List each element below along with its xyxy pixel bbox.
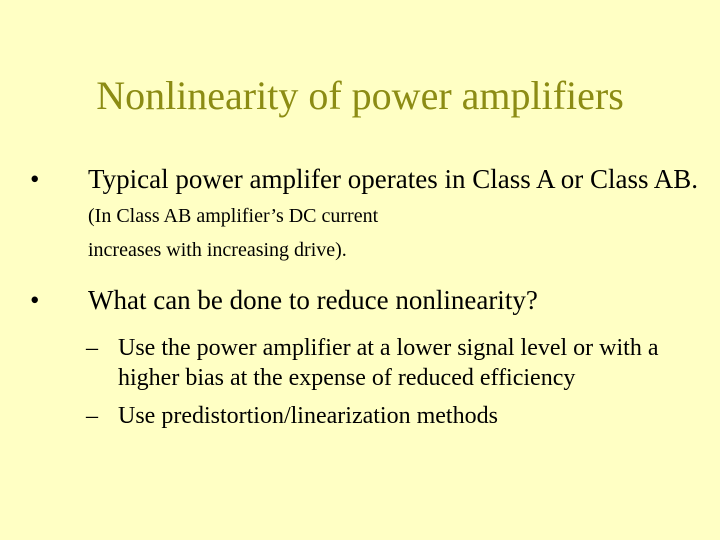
sub-bullet-marker: – [86,403,98,429]
bullet-marker: • [30,164,40,194]
bullet-item-question [30,283,700,317]
slide-title: Nonlinearity of power amplifiers [96,73,624,118]
bullet-marker: • [30,285,40,315]
slide-content [30,162,700,439]
sub-bullet-text: Use the power amplifier at a lower signal level or with a higher bias at the expense of reduced efficiency [118,335,659,391]
bullet-text-note-continued: increases with increasing drive). [88,239,347,261]
sub-bullet-marker: – [86,335,98,361]
bullet-text-main: Typical power amplifer operates in Class A or Class AB. [88,164,699,194]
bullet-item-class [30,162,700,267]
bullet-text: What can be done to reduce nonlinearity? [88,285,538,315]
bullet-text-note: (In Class AB amplifier’s DC current [88,205,379,227]
sub-bullet-text: Use predistortion/linearization methods [118,403,498,429]
sub-bullet-predistortion [30,401,700,431]
sub-bullet-lower-signal [30,333,700,393]
